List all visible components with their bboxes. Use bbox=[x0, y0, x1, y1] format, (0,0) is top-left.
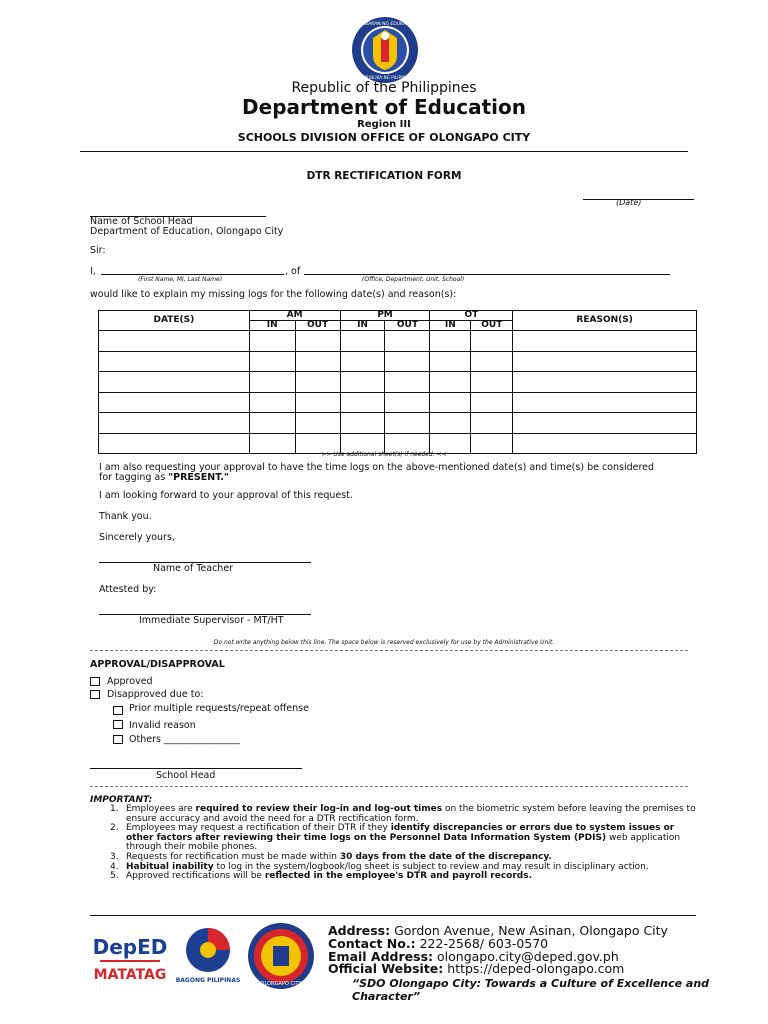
list-item: 1. Employees are required to review their log-in and log-out times on the biometric system before leaving the premises to ensure accuracy and avoid the need for a DTR rectification form. bbox=[110, 804, 696, 824]
dtr-table bbox=[98, 310, 697, 454]
reserved-note: Do not write anything below this line. The space below is reserved exclusively for use by the Administrative Unit. bbox=[213, 639, 555, 646]
svg-text:KAGAWARAN NG EDUKASYON: KAGAWARAN NG EDUKASYON bbox=[351, 22, 419, 27]
svg-text:REPUBLIKA NG PILIPINAS: REPUBLIKA NG PILIPINAS bbox=[359, 75, 411, 80]
explain-text: would like to explain my missing logs for the following date(s) and reason(s): bbox=[90, 289, 457, 300]
col-am: AM bbox=[249, 311, 340, 321]
republic-text: Republic of the Philippines bbox=[291, 80, 477, 96]
approval-divider bbox=[90, 786, 688, 787]
present-text: "PRESENT." bbox=[168, 472, 229, 483]
table-row[interactable] bbox=[99, 413, 697, 434]
svg-text:DepED: DepED bbox=[92, 935, 168, 959]
school-head-office: Department of Education, Olongapo City bbox=[90, 226, 284, 237]
website-link[interactable]: https://deped-olongapo.com bbox=[447, 961, 625, 976]
approved-label: Approved bbox=[107, 676, 153, 687]
table-row[interactable] bbox=[99, 372, 697, 393]
name-field-line[interactable] bbox=[101, 274, 284, 275]
of-label: , of bbox=[285, 266, 301, 277]
motto: “SDO Olongapo City: Towards a Culture of Excellence and Character” bbox=[352, 977, 710, 1003]
list-item: 2. Employees may request a rectification of their DTR if they identify discrepancies or errors due to system issues or other factors after reviewing their time logs on the Personnel Data Information System (PDIS) web application through their mobile phones. bbox=[110, 823, 681, 853]
reserved-divider bbox=[90, 650, 688, 651]
col-am-in: IN bbox=[249, 321, 295, 331]
website-label: Official Website: bbox=[328, 961, 444, 976]
deped-matatag-logo bbox=[92, 924, 168, 986]
svg-text:BAGONG PILIPINAS: BAGONG PILIPINAS bbox=[175, 977, 241, 984]
address-value: Gordon Avenue, New Asinan, Olongapo City bbox=[394, 923, 668, 938]
col-reason: REASON(S) bbox=[513, 311, 697, 331]
reason-2-label: Invalid reason bbox=[129, 720, 196, 731]
approval-heading: APPROVAL/DISAPPROVAL bbox=[90, 659, 225, 670]
salutation: Sir: bbox=[90, 245, 106, 256]
disapproved-checkbox[interactable] bbox=[90, 690, 100, 699]
footer-divider bbox=[90, 915, 696, 916]
email-label: Email Address: bbox=[328, 949, 434, 964]
reason-1-checkbox[interactable] bbox=[113, 706, 123, 715]
disapproved-label: Disapproved due to: bbox=[107, 689, 204, 700]
name-hint: (First Name, MI, Last Name) bbox=[138, 276, 223, 283]
svg-text:MATATAG: MATATAG bbox=[93, 967, 167, 983]
region-text: Region III bbox=[357, 119, 411, 130]
date-label: (Date) bbox=[616, 198, 642, 207]
department-title: Department of Education bbox=[242, 95, 526, 119]
table-row[interactable] bbox=[99, 331, 697, 352]
col-pm-in: IN bbox=[340, 321, 385, 331]
forward-text: I am looking forward to your approval of this request. bbox=[99, 490, 353, 501]
division-text: SCHOOLS DIVISION OFFICE OF OLONGAPO CITY bbox=[237, 131, 531, 144]
teacher-label: Name of Teacher bbox=[153, 563, 234, 574]
reason-2-checkbox[interactable] bbox=[113, 720, 123, 729]
approved-checkbox[interactable] bbox=[90, 677, 100, 686]
list-item: 3. Requests for rectification must be made within 30 days from the date of the discrepancy. bbox=[110, 851, 552, 862]
contact-label: Contact No.: bbox=[328, 936, 416, 951]
col-dates: DATE(S) bbox=[99, 311, 250, 331]
supervisor-label: Immediate Supervisor - MT/HT bbox=[139, 615, 284, 626]
header-divider bbox=[80, 151, 688, 152]
school-head-sign-label: School Head bbox=[156, 770, 216, 781]
important-heading: IMPORTANT: bbox=[90, 795, 153, 805]
i-label: I, bbox=[90, 266, 96, 277]
closing-text: Sincerely yours, bbox=[99, 532, 175, 543]
reason-1-label: Prior multiple requests/repeat offense bbox=[129, 703, 309, 714]
important-list bbox=[100, 805, 700, 882]
table-row[interactable] bbox=[99, 392, 697, 413]
contact-value: 222-2568/ 603-0570 bbox=[419, 936, 549, 951]
form-title: DTR RECTIFICATION FORM bbox=[306, 170, 462, 182]
request-line-2: for tagging as bbox=[99, 472, 169, 483]
email-value[interactable]: olongapo.city@deped.gov.ph bbox=[437, 949, 619, 964]
division-seal bbox=[247, 922, 315, 990]
footer-website bbox=[328, 962, 624, 975]
reason-3-checkbox[interactable] bbox=[113, 735, 123, 744]
list-item: 5. Approved rectifications will be reflected in the employee's DTR and payroll records. bbox=[110, 871, 533, 882]
school-head-label: Name of School Head bbox=[90, 216, 193, 227]
office-hint: (Office, Department, Unit, School) bbox=[362, 276, 465, 283]
col-pm-out: OUT bbox=[385, 321, 430, 331]
attested-text: Attested by: bbox=[99, 584, 157, 595]
office-field-line[interactable] bbox=[304, 274, 670, 275]
school-head-signature-line[interactable] bbox=[90, 768, 302, 769]
svg-text:OLONGAPO CITY: OLONGAPO CITY bbox=[260, 981, 302, 987]
col-ot-in: IN bbox=[430, 321, 471, 331]
reason-3-label: Others ________________ bbox=[129, 734, 240, 745]
col-am-out: OUT bbox=[295, 321, 340, 331]
col-ot-out: OUT bbox=[471, 321, 513, 331]
request-line-1: I am also requesting your approval to have the time logs on the above-mentioned date(s) and time(s) be considered bbox=[99, 462, 655, 473]
col-pm: PM bbox=[340, 311, 430, 321]
deped-seal bbox=[351, 16, 419, 84]
thanks-text: Thank you. bbox=[99, 511, 152, 522]
bagong-pilipinas-logo bbox=[173, 924, 243, 986]
list-item: 4. Habitual inability to log in the system/logbook/log sheet is subject to review and may result in disciplinary action. bbox=[110, 861, 649, 872]
table-row[interactable] bbox=[99, 351, 697, 372]
address-label: Address: bbox=[328, 923, 391, 938]
col-ot: OT bbox=[430, 311, 513, 321]
table-note: >> Use additional sheet(s) if needed. << bbox=[321, 451, 447, 458]
